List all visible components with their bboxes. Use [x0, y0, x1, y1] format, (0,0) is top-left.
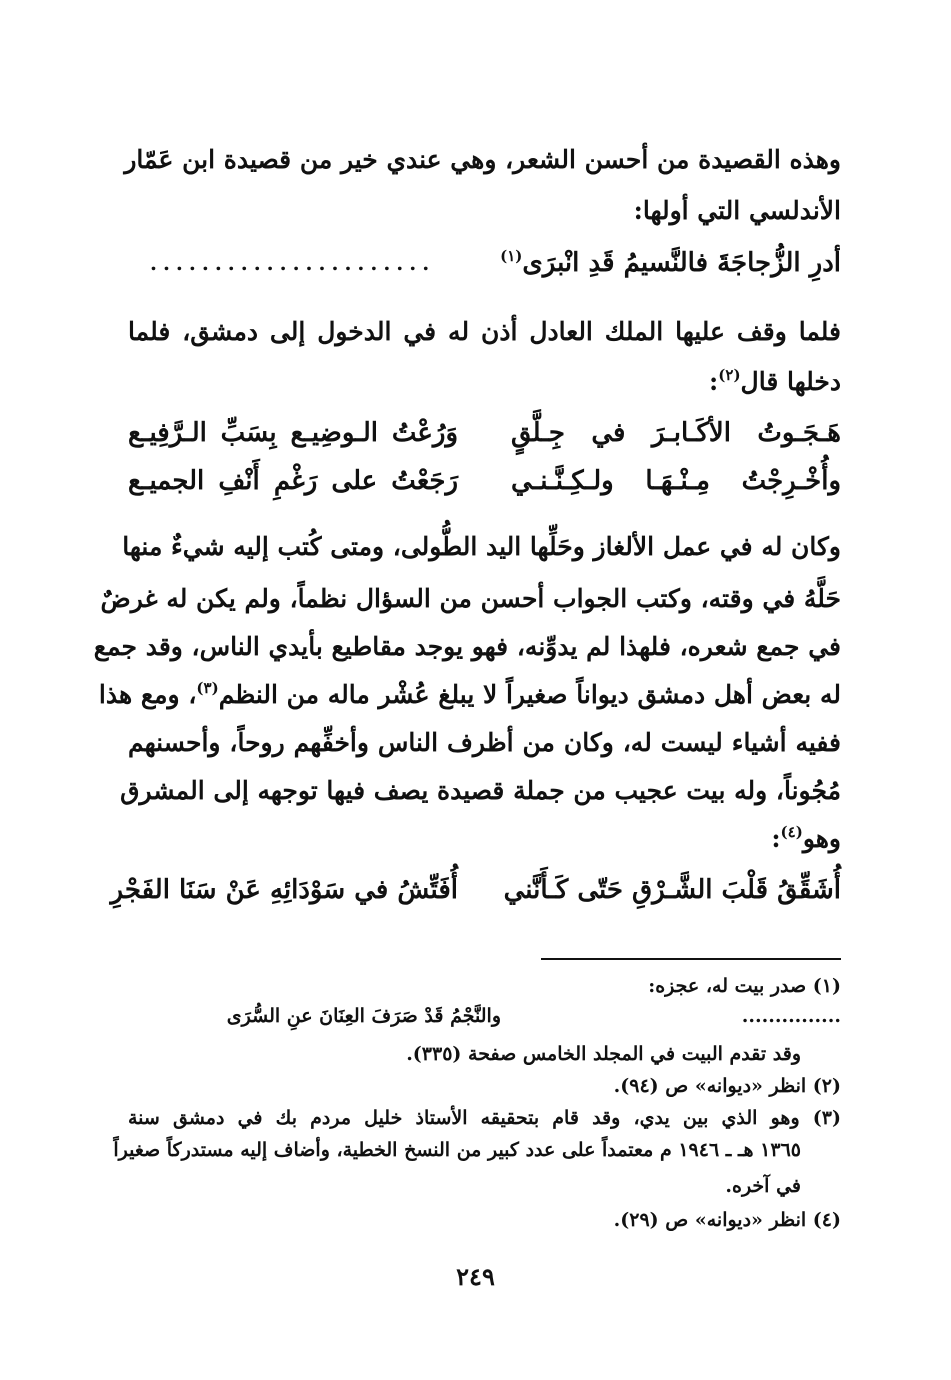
text-line: حَلَّهُ في وقته، وكتب الجواب أحسن من السؤال نظماً، ولم يكن له غرضٌ [100, 584, 841, 613]
text-span: له بعض أهل دمشق ديواناً صغيراً لا يبلغ عُشْر ماله من النظم [218, 680, 841, 709]
verse-first-hemistich: وأُخْـرِجْتُ مِـنْـهَـا ولـكِـنَّـنـي [511, 466, 841, 496]
footnote-ref: (٤) [780, 823, 803, 841]
text-span: ، ومع هذا [98, 680, 197, 709]
text-line: في جمع شعره، فلهذا لم يدوِّنه، فهو يوجد مقاطيع بأيدي الناس، وقد جمع [93, 632, 841, 661]
text-line: وهذه القصيدة من أحسن الشعر، وهي عندي خير من قصيدة ابن عَمّار [124, 145, 841, 174]
text-span: : [771, 824, 781, 853]
verse-first-hemistich: أُشَقِّقُ قَلْبَ الشَّـرْقِ حَتّى كَـأَنَّني [503, 875, 841, 905]
footnote-3-cont: ١٣٦٥ هـ ـ ١٩٤٦ م معتمداً على عدد كبير من النسخ الخطية، وأضاف إليه مستدركاً صغيراً [113, 1139, 801, 1161]
verse-first-hemistich: هَـجَـوتُ الأكَـابـرَ في جِـلَّقٍ [511, 418, 841, 448]
text-line: مُجُوناً، وله بيت عجيب من جملة قصيدة يصف فيها توجهه إلى المشرق [120, 776, 841, 805]
footnote-3-cont: في آخره. [725, 1175, 801, 1197]
verse-second-hemistich: وَرُعْتُ الـوضِيـع بِسَبِّ الـرَّفِيـع [128, 418, 458, 448]
footnote-4: (٤) انظر «ديوانه» ص (٢٩). [613, 1209, 841, 1231]
footnote-1: (١) صدر بيت له، عجزه: [648, 975, 841, 997]
footnote-2: (٢) انظر «ديوانه» ص (٩٤). [613, 1075, 841, 1097]
footnote-dots: ............... [741, 1005, 841, 1027]
footnote-ref: (٣) [196, 679, 219, 697]
footnote-hemistich: والنَّجْمُ قَدْ صَرَفَ العِنَانَ عنِ السُّرَى [226, 1005, 501, 1027]
text-line [98, 678, 841, 712]
text-line [128, 365, 841, 399]
text-span: : [709, 367, 719, 396]
footnote-separator [541, 958, 841, 960]
text-line: ففيه أشياء ليست له، وكان من أظرف الناس وأخفِّهم روحاً، وأحسنهم [128, 728, 841, 757]
footnote-ref: (٢) [718, 366, 741, 384]
text-line: فلما وقف عليها الملك العادل أذن له في الدخول إلى دمشق، فلما [128, 317, 841, 346]
text-span: وهو [802, 824, 841, 853]
footnote-ref: (١) [500, 247, 523, 265]
text-line [128, 822, 841, 856]
text-line: الأندلسي التي أولها: [633, 196, 841, 225]
footnote-3: (٣) وهو الذي بين يدي، وقد قام بتحقيقه الأستاذ خليل مردم بك في دمشق سنة [128, 1107, 841, 1129]
text-line: وكان له في عمل الألغاز وحَلِّها اليد الطُّولى، ومتى كُتب إليه شيءٌ منها [122, 532, 841, 561]
footnote-1-note: وقد تقدم البيت في المجلد الخامس صفحة (٣٣٥). [406, 1043, 801, 1065]
verse-second-hemistich: رَجَعْتُ على رَغْمِ أَنْفِ الجميـع [128, 466, 458, 496]
ellipsis-dots: ...................... [150, 251, 436, 275]
hemistich-text: أدرِ الزُّجاجَةَ فالنَّسيمُ قَدِ انْبرَى [522, 248, 841, 278]
text-span: دخلها قال [740, 367, 841, 396]
page-number: ٢٤٩ [456, 1262, 495, 1291]
verse-second-hemistich: أُفَتِّشُ في سَوْدَائِهِ عَنْ سَنَا الفَجْرِ [110, 875, 458, 905]
